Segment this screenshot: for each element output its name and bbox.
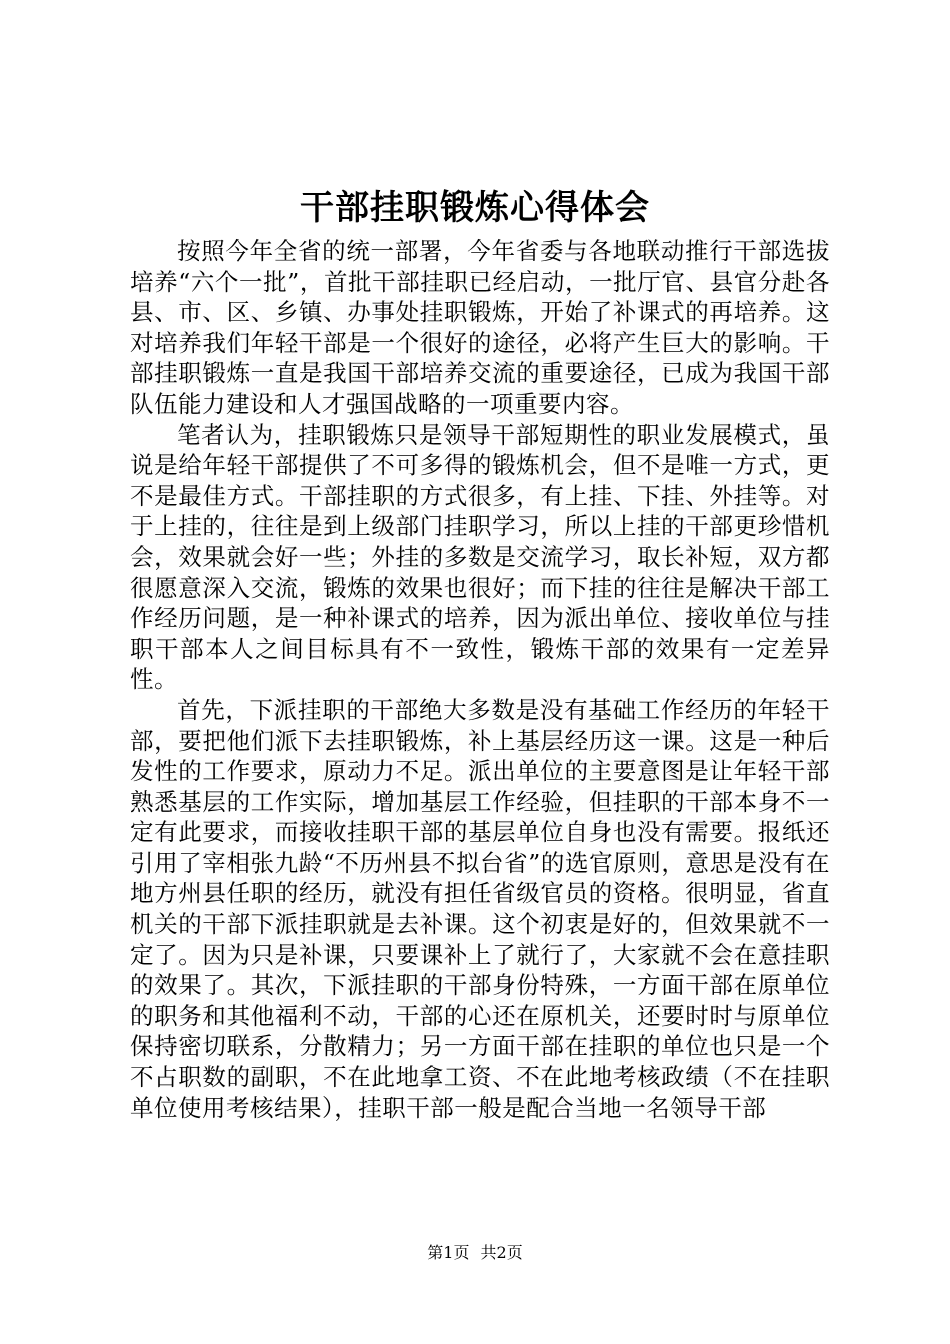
total-pages: 共2页 bbox=[480, 1243, 523, 1262]
document-body bbox=[130, 236, 830, 1123]
paragraph: 笔者认为，挂职锻炼只是领导干部短期性的职业发展模式，虽说是给年轻干部提供了不可多得的锻炼机会，但不是唯一方式，更不是最佳方式。干部挂职的方式很多，有上挂、下挂、外挂等。对于上挂的，往往是到上级部门挂职学习，所以上挂的干部更珍惜机会，效果就会好一些；外挂的多数是交流学习，取长补短，双方都很愿意深入交流，锻炼的效果也很好；而下挂的往往是解决干部工作经历问题，是一种补课式的培养，因为派出单位、接收单位与挂职干部本人之间目标具有不一致性，锻炼干部的效果有一定差异性。 bbox=[130, 420, 830, 694]
document-title: 干部挂职锻炼心得体会 bbox=[300, 188, 650, 228]
paragraph: 首先，下派挂职的干部绝大多数是没有基础工作经历的年轻干部，要把他们派下去挂职锻炼，补上基层经历这一课。这是一种后发性的工作要求，原动力不足。派出单位的主要意图是让年轻干部熟悉基层的工作实际，增加基层工作经验，但挂职的干部本身不一定有此要求，而接收挂职干部的基层单位自身也没有需要。报纸还引用了宰相张九龄“不历州县不拟台省”的选官原则，意思是没有在地方州县任职的经历，就没有担任省级官员的资格。很明显，省直机关的干部下派挂职就是去补课。这个初衷是好的，但效果就不一定了。因为只是补课，只要课补上了就行了，大家就不会在意挂职的效果了。其次，下派挂职的干部身份特殊，一方面干部在原单位的职务和其他福利不动，干部的心还在原机关，还要时时与原单位保持密切联系，分散精力；另一方面干部在挂职的单位也只是一个不占职数的副职，不在此地拿工资、不在此地考核政绩（不在挂职单位使用考核结果），挂职干部一般是配合当地一名领导干部 bbox=[130, 695, 830, 1122]
paragraph: 按照今年全省的统一部署，今年省委与各地联动推行干部选拔培养“六个一批”，首批干部挂职已经启动，一批厅官、县官分赴各县、市、区、乡镇、办事处挂职锻炼，开始了补课式的再培养。这对培养我们年轻干部是一个很好的途径，必将产生巨大的影响。干部挂职锻炼一直是我国干部培养交流的重要途径，已成为我国干部队伍能力建设和人才强国战略的一项重要内容。 bbox=[130, 237, 830, 418]
current-page-number: 第1页 bbox=[427, 1243, 470, 1262]
page-footer bbox=[0, 1242, 950, 1264]
